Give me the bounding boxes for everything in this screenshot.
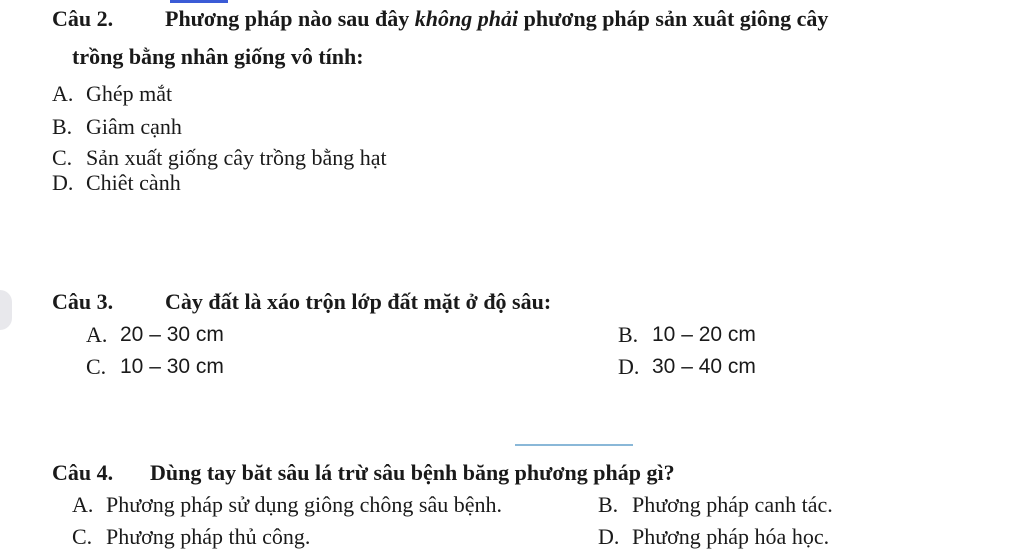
option-letter: C.	[52, 145, 73, 170]
option-letter: A.	[72, 492, 94, 517]
option-text: Giâm cạnh	[86, 114, 182, 139]
option-letter: D.	[52, 170, 74, 195]
option-text: Phương pháp canh tác.	[632, 492, 833, 517]
option-text: Phương pháp hóa học.	[632, 524, 830, 549]
option-letter: B.	[598, 492, 619, 517]
option-text: Chiêt cành	[86, 170, 181, 195]
option-text: Phương pháp sử dụng giông chông sâu bệnh.	[106, 492, 503, 517]
option-text: Ghép mắt	[86, 81, 173, 106]
option-text: Phương pháp thủ công.	[106, 524, 311, 549]
option-letter: B.	[52, 114, 73, 139]
question-stem-line2: trồng bằng nhân giống vô tính:	[72, 44, 364, 69]
option-letter: B.	[618, 322, 639, 347]
option-letter: A.	[52, 81, 74, 106]
option-letter: C.	[72, 524, 93, 549]
option-letter: C.	[86, 354, 107, 379]
top-accent-line	[170, 0, 228, 3]
question-number: Câu 4.	[52, 460, 114, 485]
option-letter: A.	[86, 322, 108, 347]
option-letter: D.	[598, 524, 620, 549]
option-text: 20 – 30 cm	[120, 323, 224, 346]
question-number: Câu 2.	[52, 6, 114, 31]
question-stem: Cày đất là xáo trộn lớp đất mặt ở độ sâu:	[165, 289, 552, 314]
question-stem: Phương pháp nào sau đây không phải phương pháp sản xuât giông cây	[165, 6, 829, 31]
option-letter: D.	[618, 354, 640, 379]
divider-line	[515, 444, 633, 446]
edge-shadow	[0, 290, 12, 330]
option-text: 10 – 30 cm	[120, 355, 224, 378]
option-text: 30 – 40 cm	[652, 355, 756, 378]
emphasis-text: không phải	[414, 6, 519, 31]
option-text: 10 – 20 cm	[652, 323, 756, 346]
option-text: Sản xuất giống cây trồng bằng hạt	[86, 145, 387, 170]
question-stem: Dùng tay băt sâu lá trừ sâu bệnh băng phương pháp gì?	[150, 460, 675, 485]
question-number: Câu 3.	[52, 289, 114, 314]
